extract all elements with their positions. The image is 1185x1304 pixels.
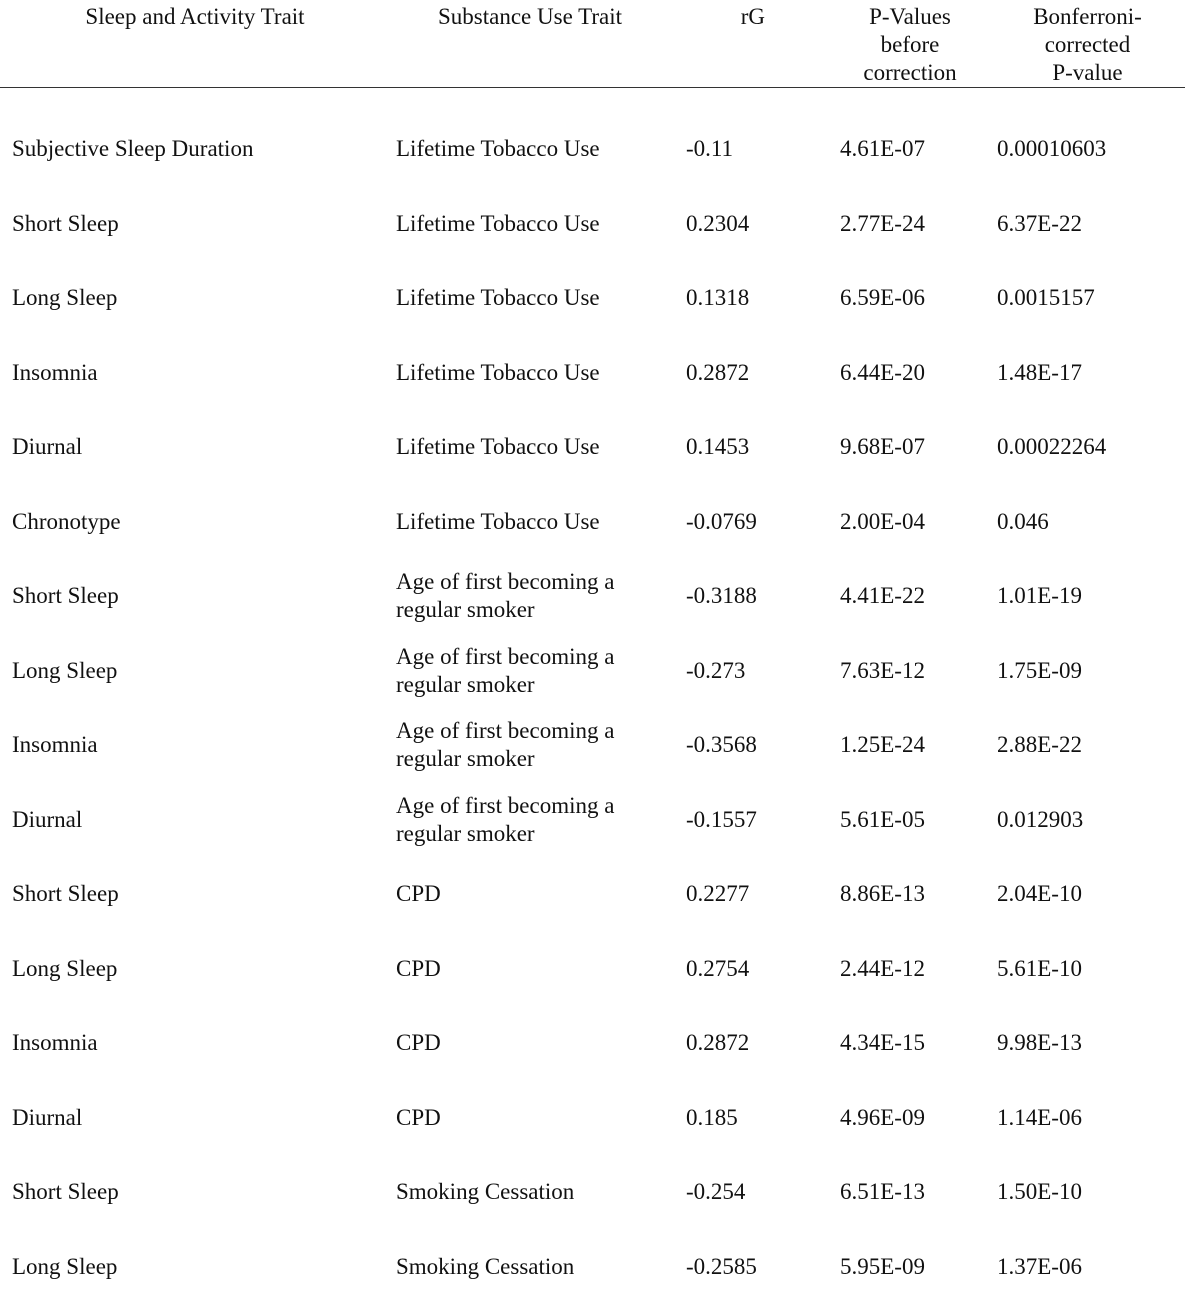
cell-substance-trait bbox=[396, 1006, 676, 1081]
table-row bbox=[0, 410, 1185, 485]
cell-substance-trait bbox=[396, 485, 676, 560]
table-row bbox=[0, 485, 1185, 560]
cell-rg-text: 0.185 bbox=[686, 1104, 738, 1132]
cell-substance-trait bbox=[396, 634, 676, 709]
cell-p-before-text: 6.51E-13 bbox=[840, 1178, 925, 1206]
cell-sleep-trait bbox=[12, 708, 382, 783]
cell-p-bonferroni bbox=[997, 1006, 1182, 1081]
table-row bbox=[0, 1081, 1185, 1156]
cell-sleep-trait bbox=[12, 336, 382, 411]
cell-p-before-text: 4.61E-07 bbox=[840, 135, 925, 163]
table-row bbox=[0, 857, 1185, 932]
cell-substance-trait bbox=[396, 336, 676, 411]
cell-substance-trait-text: Lifetime Tobacco Use bbox=[396, 284, 600, 312]
cell-p-bonferroni bbox=[997, 410, 1182, 485]
cell-p-before bbox=[840, 187, 990, 262]
cell-sleep-trait bbox=[12, 932, 382, 1007]
cell-rg bbox=[686, 634, 826, 709]
cell-sleep-trait bbox=[12, 634, 382, 709]
table-row bbox=[0, 336, 1185, 411]
cell-p-bonferroni bbox=[997, 634, 1182, 709]
cell-sleep-trait-text: Diurnal bbox=[12, 433, 82, 461]
cell-rg bbox=[686, 932, 826, 1007]
cell-rg bbox=[686, 410, 826, 485]
cell-p-before-text: 2.44E-12 bbox=[840, 955, 925, 983]
cell-sleep-trait bbox=[12, 187, 382, 262]
cell-sleep-trait-text: Insomnia bbox=[12, 359, 98, 387]
cell-rg bbox=[686, 261, 826, 336]
cell-p-before bbox=[840, 1155, 990, 1230]
cell-p-before bbox=[840, 112, 990, 187]
cell-p-bonferroni-text: 1.01E-19 bbox=[997, 582, 1082, 610]
cell-p-before bbox=[840, 336, 990, 411]
header-p-bonferroni: Bonferroni- corrected P-value bbox=[995, 3, 1180, 87]
cell-p-before bbox=[840, 634, 990, 709]
cell-p-before bbox=[840, 1230, 990, 1304]
cell-p-before bbox=[840, 932, 990, 1007]
cell-p-bonferroni bbox=[997, 485, 1182, 560]
cell-sleep-trait bbox=[12, 559, 382, 634]
cell-rg-text: -0.3188 bbox=[686, 582, 757, 610]
cell-p-bonferroni-text: 1.48E-17 bbox=[997, 359, 1082, 387]
cell-substance-trait bbox=[396, 261, 676, 336]
cell-rg-text: -0.273 bbox=[686, 657, 745, 685]
cell-substance-trait-text: CPD bbox=[396, 1029, 441, 1057]
cell-rg bbox=[686, 187, 826, 262]
cell-substance-trait bbox=[396, 708, 676, 783]
cell-sleep-trait bbox=[12, 1155, 382, 1230]
cell-sleep-trait-text: Long Sleep bbox=[12, 284, 117, 312]
cell-rg-text: -0.2585 bbox=[686, 1253, 757, 1281]
cell-rg bbox=[686, 485, 826, 560]
cell-p-before-text: 6.44E-20 bbox=[840, 359, 925, 387]
cell-substance-trait-text: CPD bbox=[396, 1104, 441, 1132]
table-row bbox=[0, 559, 1185, 634]
cell-p-before-text: 4.96E-09 bbox=[840, 1104, 925, 1132]
cell-p-bonferroni bbox=[997, 187, 1182, 262]
cell-rg bbox=[686, 857, 826, 932]
cell-substance-trait-text: Age of first becoming a regular smoker bbox=[396, 568, 676, 624]
cell-rg-text: -0.1557 bbox=[686, 806, 757, 834]
table-row bbox=[0, 1006, 1185, 1081]
cell-p-bonferroni bbox=[997, 559, 1182, 634]
header-sleep-trait: Sleep and Activity Trait bbox=[30, 3, 360, 31]
cell-sleep-trait-text: Long Sleep bbox=[12, 657, 117, 685]
cell-p-bonferroni bbox=[997, 1230, 1182, 1304]
cell-p-before-text: 4.34E-15 bbox=[840, 1029, 925, 1057]
cell-substance-trait bbox=[396, 783, 676, 858]
header-rg-label: rG bbox=[741, 3, 820, 31]
cell-substance-trait bbox=[396, 112, 676, 187]
cell-sleep-trait-text: Short Sleep bbox=[12, 210, 119, 238]
cell-p-bonferroni-text: 0.00022264 bbox=[997, 433, 1106, 461]
cell-p-before bbox=[840, 261, 990, 336]
table-row bbox=[0, 708, 1185, 783]
cell-p-bonferroni bbox=[997, 783, 1182, 858]
cell-p-bonferroni bbox=[997, 1081, 1182, 1156]
cell-sleep-trait bbox=[12, 1081, 382, 1156]
cell-p-before bbox=[840, 857, 990, 932]
cell-p-before-text: 7.63E-12 bbox=[840, 657, 925, 685]
cell-p-bonferroni bbox=[997, 261, 1182, 336]
cell-p-bonferroni-text: 0.0015157 bbox=[997, 284, 1095, 312]
cell-p-bonferroni-text: 0.00010603 bbox=[997, 135, 1106, 163]
cell-substance-trait-text: Lifetime Tobacco Use bbox=[396, 359, 600, 387]
cell-sleep-trait-text: Insomnia bbox=[12, 1029, 98, 1057]
cell-substance-trait bbox=[396, 932, 676, 1007]
cell-p-bonferroni bbox=[997, 857, 1182, 932]
cell-substance-trait-text: Age of first becoming a regular smoker bbox=[396, 717, 676, 773]
cell-p-before-text: 5.95E-09 bbox=[840, 1253, 925, 1281]
cell-sleep-trait-text: Short Sleep bbox=[12, 1178, 119, 1206]
table-row bbox=[0, 783, 1185, 858]
cell-rg bbox=[686, 336, 826, 411]
cell-rg bbox=[686, 708, 826, 783]
cell-rg bbox=[686, 1155, 826, 1230]
table-header bbox=[0, 0, 1185, 88]
cell-rg-text: 0.2277 bbox=[686, 880, 749, 908]
cell-rg-text: -0.0769 bbox=[686, 508, 757, 536]
table-row bbox=[0, 261, 1185, 336]
cell-p-before-text: 9.68E-07 bbox=[840, 433, 925, 461]
table-row bbox=[0, 634, 1185, 709]
table-body bbox=[0, 112, 1185, 1304]
cell-p-bonferroni-text: 0.046 bbox=[997, 508, 1049, 536]
cell-p-bonferroni-text: 9.98E-13 bbox=[997, 1029, 1082, 1057]
cell-substance-trait-text: Age of first becoming a regular smoker bbox=[396, 643, 676, 699]
cell-p-bonferroni-text: 5.61E-10 bbox=[997, 955, 1082, 983]
cell-substance-trait-text: Lifetime Tobacco Use bbox=[396, 433, 600, 461]
cell-substance-trait bbox=[396, 857, 676, 932]
cell-rg-text: 0.2872 bbox=[686, 359, 749, 387]
cell-rg-text: 0.1453 bbox=[686, 433, 749, 461]
cell-p-bonferroni-text: 1.14E-06 bbox=[997, 1104, 1082, 1132]
table-row bbox=[0, 1155, 1185, 1230]
cell-p-before bbox=[840, 559, 990, 634]
cell-sleep-trait bbox=[12, 410, 382, 485]
cell-sleep-trait bbox=[12, 112, 382, 187]
cell-sleep-trait bbox=[12, 1230, 382, 1304]
header-rg bbox=[690, 3, 820, 31]
cell-substance-trait-text: CPD bbox=[396, 880, 441, 908]
cell-sleep-trait bbox=[12, 1006, 382, 1081]
cell-substance-trait-text: Age of first becoming a regular smoker bbox=[396, 792, 676, 848]
cell-p-bonferroni-text: 2.04E-10 bbox=[997, 880, 1082, 908]
cell-sleep-trait-text: Chronotype bbox=[12, 508, 121, 536]
cell-rg-text: -0.11 bbox=[686, 135, 733, 163]
cell-rg bbox=[686, 112, 826, 187]
cell-p-bonferroni-text: 2.88E-22 bbox=[997, 731, 1082, 759]
table-row bbox=[0, 187, 1185, 262]
cell-substance-trait-text: Lifetime Tobacco Use bbox=[396, 135, 600, 163]
cell-sleep-trait-text: Diurnal bbox=[12, 1104, 82, 1132]
cell-substance-trait-text: Smoking Cessation bbox=[396, 1253, 574, 1281]
cell-p-bonferroni bbox=[997, 1155, 1182, 1230]
cell-p-bonferroni bbox=[997, 336, 1182, 411]
table-row bbox=[0, 112, 1185, 187]
cell-p-bonferroni bbox=[997, 932, 1182, 1007]
cell-rg bbox=[686, 1006, 826, 1081]
cell-p-before-text: 6.59E-06 bbox=[840, 284, 925, 312]
cell-substance-trait bbox=[396, 559, 676, 634]
cell-substance-trait bbox=[396, 1230, 676, 1304]
cell-sleep-trait bbox=[12, 485, 382, 560]
cell-rg-text: 0.2872 bbox=[686, 1029, 749, 1057]
cell-sleep-trait-text: Subjective Sleep Duration bbox=[12, 135, 253, 163]
cell-p-before-text: 5.61E-05 bbox=[840, 806, 925, 834]
cell-substance-trait bbox=[396, 1081, 676, 1156]
cell-substance-trait-text: CPD bbox=[396, 955, 441, 983]
cell-p-bonferroni bbox=[997, 112, 1182, 187]
cell-rg-text: 0.2754 bbox=[686, 955, 749, 983]
cell-p-before-text: 2.77E-24 bbox=[840, 210, 925, 238]
cell-rg-text: -0.3568 bbox=[686, 731, 757, 759]
cell-sleep-trait bbox=[12, 857, 382, 932]
cell-p-before bbox=[840, 485, 990, 560]
cell-substance-trait bbox=[396, 187, 676, 262]
cell-sleep-trait-text: Short Sleep bbox=[12, 880, 119, 908]
cell-substance-trait-text: Lifetime Tobacco Use bbox=[396, 210, 600, 238]
cell-p-before bbox=[840, 783, 990, 858]
header-divider bbox=[0, 87, 1185, 88]
cell-sleep-trait-text: Long Sleep bbox=[12, 1253, 117, 1281]
cell-p-before-text: 8.86E-13 bbox=[840, 880, 925, 908]
table-row bbox=[0, 932, 1185, 1007]
cell-rg-text: 0.2304 bbox=[686, 210, 749, 238]
cell-substance-trait bbox=[396, 410, 676, 485]
header-substance-trait: Substance Use Trait bbox=[380, 3, 680, 31]
table-row bbox=[0, 1230, 1185, 1304]
cell-sleep-trait-text: Insomnia bbox=[12, 731, 98, 759]
cell-substance-trait-text: Lifetime Tobacco Use bbox=[396, 508, 600, 536]
cell-substance-trait bbox=[396, 1155, 676, 1230]
cell-sleep-trait bbox=[12, 261, 382, 336]
cell-p-before-text: 2.00E-04 bbox=[840, 508, 925, 536]
cell-p-before bbox=[840, 410, 990, 485]
cell-rg-text: -0.254 bbox=[686, 1178, 745, 1206]
cell-sleep-trait-text: Long Sleep bbox=[12, 955, 117, 983]
cell-p-before bbox=[840, 1081, 990, 1156]
cell-p-bonferroni-text: 6.37E-22 bbox=[997, 210, 1082, 238]
cell-p-bonferroni-text: 1.37E-06 bbox=[997, 1253, 1082, 1281]
cell-rg bbox=[686, 1230, 826, 1304]
header-p-before: P-Values before correction bbox=[830, 3, 990, 87]
cell-p-before-text: 1.25E-24 bbox=[840, 731, 925, 759]
cell-p-before bbox=[840, 1006, 990, 1081]
cell-sleep-trait-text: Short Sleep bbox=[12, 582, 119, 610]
cell-rg-text: 0.1318 bbox=[686, 284, 749, 312]
cell-p-bonferroni-text: 1.75E-09 bbox=[997, 657, 1082, 685]
cell-rg bbox=[686, 783, 826, 858]
cell-substance-trait-text: Smoking Cessation bbox=[396, 1178, 574, 1206]
cell-sleep-trait bbox=[12, 783, 382, 858]
cell-sleep-trait-text: Diurnal bbox=[12, 806, 82, 834]
cell-rg bbox=[686, 1081, 826, 1156]
cell-p-bonferroni-text: 1.50E-10 bbox=[997, 1178, 1082, 1206]
cell-p-bonferroni bbox=[997, 708, 1182, 783]
cell-p-bonferroni-text: 0.012903 bbox=[997, 806, 1083, 834]
cell-p-before-text: 4.41E-22 bbox=[840, 582, 925, 610]
cell-rg bbox=[686, 559, 826, 634]
cell-p-before bbox=[840, 708, 990, 783]
